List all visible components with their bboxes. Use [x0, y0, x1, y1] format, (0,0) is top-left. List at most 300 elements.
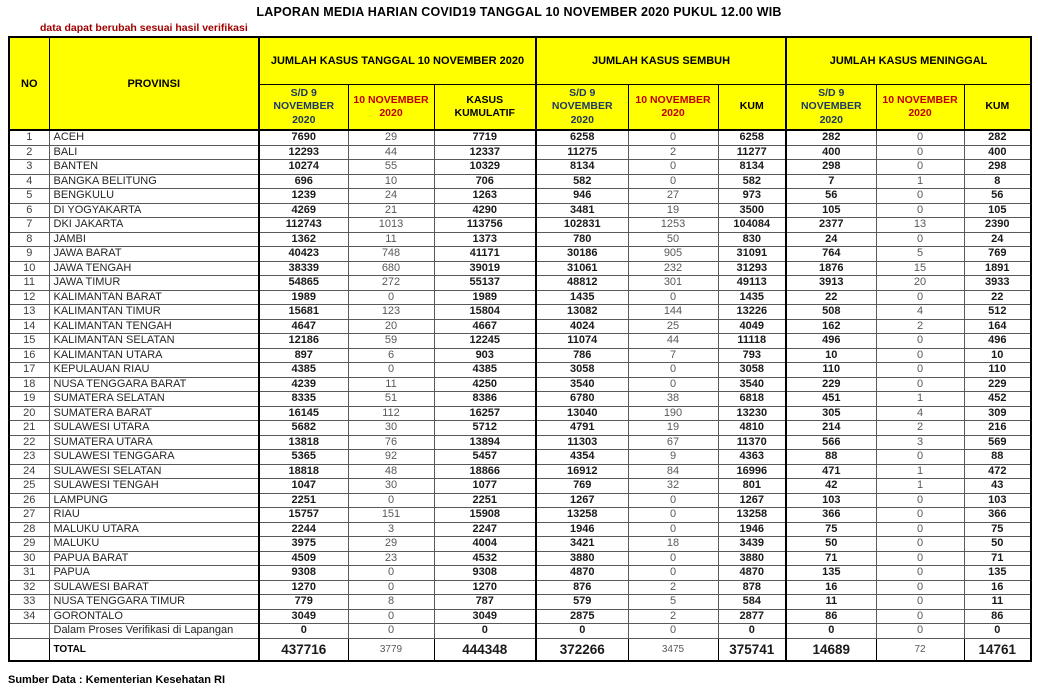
- sembuh-sd9-cell: 4870: [536, 566, 628, 581]
- sembuh-kum-cell: 793: [718, 348, 786, 363]
- sembuh-kum-cell: 3058: [718, 363, 786, 378]
- sembuh-10nov-cell: 0: [628, 174, 718, 189]
- meninggal-10nov-cell: 0: [876, 290, 964, 305]
- kasus-10nov-cell: 20: [348, 319, 434, 334]
- kasus-10nov-cell: 6: [348, 348, 434, 363]
- sembuh-sd9-cell: 11275: [536, 145, 628, 160]
- meninggal-kum-cell: 496: [964, 334, 1031, 349]
- meninggal-sd9-cell: 11: [786, 595, 876, 610]
- row-number-cell: 17: [9, 363, 49, 378]
- province-cell: BANTEN: [49, 160, 259, 175]
- kasus-sd9-cell: 5682: [259, 421, 348, 436]
- kasus-sd9-cell: 40423: [259, 247, 348, 262]
- kasus-10nov-cell: 1013: [348, 218, 434, 233]
- meninggal-sd9-cell: 298: [786, 160, 876, 175]
- sembuh-10nov-cell: 0: [628, 130, 718, 145]
- meninggal-10nov-cell: 2: [876, 319, 964, 334]
- meninggal-kum-cell: 3933: [964, 276, 1031, 291]
- row-number-cell: 7: [9, 218, 49, 233]
- province-cell: SUMATERA SELATAN: [49, 392, 259, 407]
- meninggal-kum-cell: 769: [964, 247, 1031, 262]
- kasus-10nov-cell: 44: [348, 145, 434, 160]
- header-sembuh-sd9: S/D 9 NOVEMBER 2020: [536, 85, 628, 131]
- meninggal-sd9-cell: 110: [786, 363, 876, 378]
- sembuh-sd9-cell: 3481: [536, 203, 628, 218]
- row-number-cell: 33: [9, 595, 49, 610]
- meninggal-sd9-cell: 400: [786, 145, 876, 160]
- province-cell: BANGKA BELITUNG: [49, 174, 259, 189]
- sembuh-kum-cell: 375741: [718, 638, 786, 661]
- sembuh-kum-cell: 16996: [718, 464, 786, 479]
- kasus-sd9-cell: 897: [259, 348, 348, 363]
- row-number-cell: 18: [9, 377, 49, 392]
- kasus-kumulatif-cell: 903: [434, 348, 536, 363]
- sembuh-sd9-cell: 11074: [536, 334, 628, 349]
- sembuh-10nov-cell: 5: [628, 595, 718, 610]
- meninggal-kum-cell: 88: [964, 450, 1031, 465]
- sembuh-10nov-cell: 44: [628, 334, 718, 349]
- province-cell: SULAWESI TENGAH: [49, 479, 259, 494]
- kasus-kumulatif-cell: 18866: [434, 464, 536, 479]
- sembuh-kum-cell: 4363: [718, 450, 786, 465]
- row-number-cell: 24: [9, 464, 49, 479]
- kasus-10nov-cell: 3: [348, 522, 434, 537]
- sembuh-sd9-cell: 3880: [536, 551, 628, 566]
- sembuh-sd9-cell: 16912: [536, 464, 628, 479]
- sembuh-kum-cell: 1946: [718, 522, 786, 537]
- sembuh-kum-cell: 973: [718, 189, 786, 204]
- kasus-sd9-cell: 3975: [259, 537, 348, 552]
- kasus-kumulatif-cell: 41171: [434, 247, 536, 262]
- meninggal-kum-cell: 229: [964, 377, 1031, 392]
- row-number-cell: 12: [9, 290, 49, 305]
- meninggal-kum-cell: 472: [964, 464, 1031, 479]
- sembuh-kum-cell: 1435: [718, 290, 786, 305]
- meninggal-10nov-cell: 0: [876, 189, 964, 204]
- kasus-kumulatif-cell: 12337: [434, 145, 536, 160]
- sembuh-10nov-cell: 0: [628, 290, 718, 305]
- kasus-kumulatif-cell: 444348: [434, 638, 536, 661]
- sembuh-sd9-cell: 1267: [536, 493, 628, 508]
- sembuh-kum-cell: 4049: [718, 319, 786, 334]
- meninggal-kum-cell: 0: [964, 624, 1031, 639]
- verification-note: data dapat berubah sesuai hasil verifikasi: [40, 22, 248, 34]
- sembuh-sd9-cell: 372266: [536, 638, 628, 661]
- header-no: NO: [9, 37, 49, 130]
- meninggal-kum-cell: 71: [964, 551, 1031, 566]
- sembuh-sd9-cell: 31061: [536, 261, 628, 276]
- meninggal-kum-cell: 366: [964, 508, 1031, 523]
- meninggal-10nov-cell: 0: [876, 334, 964, 349]
- province-cell: LAMPUNG: [49, 493, 259, 508]
- kasus-10nov-cell: 29: [348, 537, 434, 552]
- kasus-sd9-cell: 4239: [259, 377, 348, 392]
- meninggal-10nov-cell: 20: [876, 276, 964, 291]
- meninggal-sd9-cell: 42: [786, 479, 876, 494]
- sembuh-10nov-cell: 905: [628, 247, 718, 262]
- row-number-cell: 5: [9, 189, 49, 204]
- kasus-10nov-cell: 151: [348, 508, 434, 523]
- kasus-sd9-cell: 15681: [259, 305, 348, 320]
- row-number-cell: 15: [9, 334, 49, 349]
- table-row: [9, 160, 1031, 175]
- meninggal-kum-cell: 10: [964, 348, 1031, 363]
- sembuh-sd9-cell: 786: [536, 348, 628, 363]
- kasus-10nov-cell: 30: [348, 479, 434, 494]
- table-row: [9, 551, 1031, 566]
- kasus-10nov-cell: 112: [348, 406, 434, 421]
- sembuh-10nov-cell: 19: [628, 421, 718, 436]
- kasus-kumulatif-cell: 4385: [434, 363, 536, 378]
- header-kasus-kumulatif: KASUS KUMULATIF: [434, 85, 536, 131]
- sembuh-sd9-cell: 876: [536, 580, 628, 595]
- sembuh-sd9-cell: 6258: [536, 130, 628, 145]
- sembuh-10nov-cell: 2: [628, 580, 718, 595]
- meninggal-sd9-cell: 7: [786, 174, 876, 189]
- table-row: [9, 305, 1031, 320]
- meninggal-sd9-cell: 508: [786, 305, 876, 320]
- meninggal-kum-cell: 8: [964, 174, 1031, 189]
- sembuh-sd9-cell: 579: [536, 595, 628, 610]
- meninggal-sd9-cell: 305: [786, 406, 876, 421]
- row-number-cell: 26: [9, 493, 49, 508]
- kasus-sd9-cell: 10274: [259, 160, 348, 175]
- kasus-sd9-cell: 4385: [259, 363, 348, 378]
- sembuh-10nov-cell: 84: [628, 464, 718, 479]
- kasus-10nov-cell: 55: [348, 160, 434, 175]
- sembuh-kum-cell: 11277: [718, 145, 786, 160]
- meninggal-10nov-cell: 0: [876, 551, 964, 566]
- province-cell: SUMATERA UTARA: [49, 435, 259, 450]
- kasus-kumulatif-cell: 1077: [434, 479, 536, 494]
- table-row: [9, 261, 1031, 276]
- sembuh-10nov-cell: 3475: [628, 638, 718, 661]
- meninggal-sd9-cell: 103: [786, 493, 876, 508]
- sembuh-10nov-cell: 0: [628, 522, 718, 537]
- row-number-cell: 34: [9, 609, 49, 624]
- sembuh-kum-cell: 830: [718, 232, 786, 247]
- kasus-10nov-cell: 123: [348, 305, 434, 320]
- sembuh-kum-cell: 8134: [718, 160, 786, 175]
- meninggal-kum-cell: 135: [964, 566, 1031, 581]
- province-cell: JAWA TENGAH: [49, 261, 259, 276]
- sembuh-10nov-cell: 0: [628, 363, 718, 378]
- meninggal-sd9-cell: 16: [786, 580, 876, 595]
- table-row: [9, 334, 1031, 349]
- data-source-label: Sumber Data : Kementerian Kesehatan RI: [8, 673, 226, 686]
- kasus-kumulatif-cell: 16257: [434, 406, 536, 421]
- province-cell: KALIMANTAN SELATAN: [49, 334, 259, 349]
- sembuh-sd9-cell: 946: [536, 189, 628, 204]
- province-cell: SULAWESI UTARA: [49, 421, 259, 436]
- table-row: [9, 435, 1031, 450]
- sembuh-10nov-cell: 232: [628, 261, 718, 276]
- kasus-10nov-cell: 0: [348, 580, 434, 595]
- meninggal-kum-cell: 282: [964, 130, 1031, 145]
- meninggal-sd9-cell: 0: [786, 624, 876, 639]
- meninggal-kum-cell: 56: [964, 189, 1031, 204]
- table-row: [9, 450, 1031, 465]
- kasus-10nov-cell: 0: [348, 566, 434, 581]
- sembuh-10nov-cell: 144: [628, 305, 718, 320]
- province-cell: JAWA TIMUR: [49, 276, 259, 291]
- table-row: [9, 508, 1031, 523]
- kasus-sd9-cell: 112743: [259, 218, 348, 233]
- kasus-sd9-cell: 0: [259, 624, 348, 639]
- meninggal-10nov-cell: 1: [876, 174, 964, 189]
- kasus-sd9-cell: 1047: [259, 479, 348, 494]
- meninggal-10nov-cell: 0: [876, 595, 964, 610]
- sembuh-10nov-cell: 2: [628, 609, 718, 624]
- sembuh-sd9-cell: 1946: [536, 522, 628, 537]
- meninggal-kum-cell: 24: [964, 232, 1031, 247]
- province-cell: KEPULAUAN RIAU: [49, 363, 259, 378]
- meninggal-sd9-cell: 3913: [786, 276, 876, 291]
- meninggal-sd9-cell: 566: [786, 435, 876, 450]
- meninggal-sd9-cell: 764: [786, 247, 876, 262]
- sembuh-kum-cell: 584: [718, 595, 786, 610]
- meninggal-kum-cell: 2390: [964, 218, 1031, 233]
- kasus-kumulatif-cell: 7719: [434, 130, 536, 145]
- header-kasus-sd9: S/D 9 NOVEMBER 2020: [259, 85, 348, 131]
- sembuh-sd9-cell: 780: [536, 232, 628, 247]
- sembuh-sd9-cell: 1435: [536, 290, 628, 305]
- sembuh-kum-cell: 31091: [718, 247, 786, 262]
- sembuh-sd9-cell: 769: [536, 479, 628, 494]
- kasus-10nov-cell: 0: [348, 624, 434, 639]
- header-meninggal-sd9: S/D 9 NOVEMBER 2020: [786, 85, 876, 131]
- meninggal-kum-cell: 75: [964, 522, 1031, 537]
- row-number-cell: 6: [9, 203, 49, 218]
- province-cell: TOTAL: [49, 638, 259, 661]
- sembuh-10nov-cell: 67: [628, 435, 718, 450]
- kasus-sd9-cell: 2244: [259, 522, 348, 537]
- sembuh-10nov-cell: 27: [628, 189, 718, 204]
- kasus-sd9-cell: 4647: [259, 319, 348, 334]
- kasus-sd9-cell: 13818: [259, 435, 348, 450]
- sembuh-kum-cell: 4810: [718, 421, 786, 436]
- sembuh-sd9-cell: 102831: [536, 218, 628, 233]
- sembuh-10nov-cell: 301: [628, 276, 718, 291]
- table-row: [9, 203, 1031, 218]
- row-number-cell: 27: [9, 508, 49, 523]
- kasus-kumulatif-cell: 4667: [434, 319, 536, 334]
- kasus-10nov-cell: 748: [348, 247, 434, 262]
- meninggal-10nov-cell: 0: [876, 624, 964, 639]
- sembuh-sd9-cell: 8134: [536, 160, 628, 175]
- meninggal-sd9-cell: 24: [786, 232, 876, 247]
- province-cell: MALUKU: [49, 537, 259, 552]
- table-row: [9, 377, 1031, 392]
- sembuh-kum-cell: 0: [718, 624, 786, 639]
- sembuh-10nov-cell: 25: [628, 319, 718, 334]
- table-row: [9, 145, 1031, 160]
- kasus-10nov-cell: 76: [348, 435, 434, 450]
- kasus-sd9-cell: 38339: [259, 261, 348, 276]
- meninggal-sd9-cell: 214: [786, 421, 876, 436]
- meninggal-kum-cell: 309: [964, 406, 1031, 421]
- row-number-cell: 25: [9, 479, 49, 494]
- sembuh-sd9-cell: 4354: [536, 450, 628, 465]
- kasus-kumulatif-cell: 1373: [434, 232, 536, 247]
- meninggal-kum-cell: 11: [964, 595, 1031, 610]
- meninggal-kum-cell: 14761: [964, 638, 1031, 661]
- kasus-kumulatif-cell: 2247: [434, 522, 536, 537]
- meninggal-10nov-cell: 1: [876, 464, 964, 479]
- row-number-cell: 1: [9, 130, 49, 145]
- sembuh-10nov-cell: 0: [628, 551, 718, 566]
- sembuh-kum-cell: 49113: [718, 276, 786, 291]
- meninggal-10nov-cell: 0: [876, 522, 964, 537]
- meninggal-10nov-cell: 0: [876, 580, 964, 595]
- table-row: [9, 392, 1031, 407]
- kasus-sd9-cell: 5365: [259, 450, 348, 465]
- table-row: [9, 218, 1031, 233]
- kasus-kumulatif-cell: 4290: [434, 203, 536, 218]
- meninggal-10nov-cell: 13: [876, 218, 964, 233]
- row-number-cell: 10: [9, 261, 49, 276]
- province-cell: PAPUA: [49, 566, 259, 581]
- row-number-cell: 11: [9, 276, 49, 291]
- kasus-10nov-cell: 10: [348, 174, 434, 189]
- table-row: [9, 189, 1031, 204]
- kasus-10nov-cell: 11: [348, 377, 434, 392]
- sembuh-10nov-cell: 2: [628, 145, 718, 160]
- table-row: [9, 232, 1031, 247]
- table-row: [9, 130, 1031, 145]
- province-cell: KALIMANTAN TENGAH: [49, 319, 259, 334]
- kasus-kumulatif-cell: 9308: [434, 566, 536, 581]
- sembuh-sd9-cell: 2875: [536, 609, 628, 624]
- province-cell: PAPUA BARAT: [49, 551, 259, 566]
- meninggal-kum-cell: 512: [964, 305, 1031, 320]
- kasus-sd9-cell: 12186: [259, 334, 348, 349]
- meninggal-sd9-cell: 56: [786, 189, 876, 204]
- meninggal-sd9-cell: 496: [786, 334, 876, 349]
- table-row: [9, 348, 1031, 363]
- meninggal-kum-cell: 110: [964, 363, 1031, 378]
- province-cell: DI YOGYAKARTA: [49, 203, 259, 218]
- sembuh-10nov-cell: 19: [628, 203, 718, 218]
- sembuh-sd9-cell: 3058: [536, 363, 628, 378]
- table-row: [9, 247, 1031, 262]
- meninggal-kum-cell: 164: [964, 319, 1031, 334]
- sembuh-sd9-cell: 3540: [536, 377, 628, 392]
- meninggal-sd9-cell: 75: [786, 522, 876, 537]
- kasus-sd9-cell: 8335: [259, 392, 348, 407]
- meninggal-sd9-cell: 229: [786, 377, 876, 392]
- kasus-kumulatif-cell: 5457: [434, 450, 536, 465]
- total-row: [9, 638, 1031, 661]
- province-cell: DKI JAKARTA: [49, 218, 259, 233]
- meninggal-kum-cell: 400: [964, 145, 1031, 160]
- kasus-kumulatif-cell: 8386: [434, 392, 536, 407]
- meninggal-10nov-cell: 0: [876, 348, 964, 363]
- meninggal-10nov-cell: 0: [876, 363, 964, 378]
- row-number-cell: 23: [9, 450, 49, 465]
- header-meninggal-10nov: 10 NOVEMBER 2020: [876, 85, 964, 131]
- kasus-sd9-cell: 696: [259, 174, 348, 189]
- covid-report-table: [8, 36, 1032, 662]
- meninggal-10nov-cell: 0: [876, 160, 964, 175]
- kasus-10nov-cell: 48: [348, 464, 434, 479]
- kasus-kumulatif-cell: 39019: [434, 261, 536, 276]
- meninggal-10nov-cell: 0: [876, 493, 964, 508]
- header-sembuh-10nov: 10 NOVEMBER 2020: [628, 85, 718, 131]
- table-row: [9, 624, 1031, 639]
- meninggal-sd9-cell: 88: [786, 450, 876, 465]
- header-provinsi: PROVINSI: [49, 37, 259, 130]
- row-number-cell: 8: [9, 232, 49, 247]
- meninggal-10nov-cell: 0: [876, 450, 964, 465]
- meninggal-kum-cell: 22: [964, 290, 1031, 305]
- meninggal-sd9-cell: 86: [786, 609, 876, 624]
- sembuh-kum-cell: 4870: [718, 566, 786, 581]
- kasus-10nov-cell: 30: [348, 421, 434, 436]
- kasus-kumulatif-cell: 12245: [434, 334, 536, 349]
- meninggal-10nov-cell: 0: [876, 566, 964, 581]
- meninggal-10nov-cell: 2: [876, 421, 964, 436]
- kasus-10nov-cell: 23: [348, 551, 434, 566]
- sembuh-10nov-cell: 0: [628, 493, 718, 508]
- table-body: [9, 130, 1031, 661]
- header-meninggal-kum: KUM: [964, 85, 1031, 131]
- kasus-kumulatif-cell: 787: [434, 595, 536, 610]
- table-row: [9, 319, 1031, 334]
- header-sembuh-kum: KUM: [718, 85, 786, 131]
- table-row: [9, 421, 1031, 436]
- header-group-meninggal: JUMLAH KASUS MENINGGAL: [786, 37, 1031, 85]
- meninggal-sd9-cell: 10: [786, 348, 876, 363]
- sembuh-kum-cell: 1267: [718, 493, 786, 508]
- kasus-10nov-cell: 51: [348, 392, 434, 407]
- table-row: [9, 406, 1031, 421]
- sembuh-sd9-cell: 11303: [536, 435, 628, 450]
- kasus-10nov-cell: 0: [348, 290, 434, 305]
- kasus-kumulatif-cell: 10329: [434, 160, 536, 175]
- sembuh-10nov-cell: 0: [628, 377, 718, 392]
- sembuh-sd9-cell: 4791: [536, 421, 628, 436]
- sembuh-10nov-cell: 190: [628, 406, 718, 421]
- kasus-sd9-cell: 1362: [259, 232, 348, 247]
- sembuh-sd9-cell: 4024: [536, 319, 628, 334]
- sembuh-sd9-cell: 582: [536, 174, 628, 189]
- kasus-10nov-cell: 24: [348, 189, 434, 204]
- sembuh-10nov-cell: 38: [628, 392, 718, 407]
- row-number-cell: 20: [9, 406, 49, 421]
- sembuh-kum-cell: 31293: [718, 261, 786, 276]
- row-number-cell: 22: [9, 435, 49, 450]
- kasus-10nov-cell: 59: [348, 334, 434, 349]
- kasus-sd9-cell: 18818: [259, 464, 348, 479]
- sembuh-kum-cell: 11370: [718, 435, 786, 450]
- kasus-kumulatif-cell: 1270: [434, 580, 536, 595]
- meninggal-sd9-cell: 1876: [786, 261, 876, 276]
- meninggal-kum-cell: 43: [964, 479, 1031, 494]
- meninggal-sd9-cell: 14689: [786, 638, 876, 661]
- meninggal-sd9-cell: 282: [786, 130, 876, 145]
- sembuh-10nov-cell: 7: [628, 348, 718, 363]
- sembuh-10nov-cell: 1253: [628, 218, 718, 233]
- meninggal-kum-cell: 50: [964, 537, 1031, 552]
- kasus-10nov-cell: 8: [348, 595, 434, 610]
- kasus-sd9-cell: 3049: [259, 609, 348, 624]
- meninggal-sd9-cell: 2377: [786, 218, 876, 233]
- meninggal-10nov-cell: 72: [876, 638, 964, 661]
- meninggal-kum-cell: 452: [964, 392, 1031, 407]
- province-cell: Dalam Proses Verifikasi di Lapangan: [49, 624, 259, 639]
- table-row: [9, 464, 1031, 479]
